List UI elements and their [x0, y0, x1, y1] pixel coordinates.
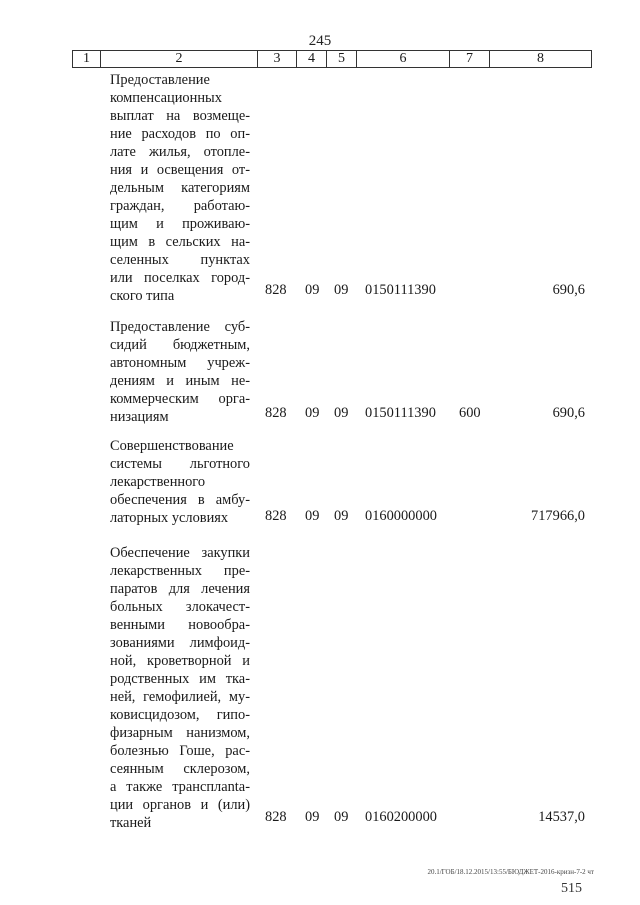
description-line: компенсационных: [110, 90, 222, 106]
description-line: селенных пунктах: [110, 252, 250, 268]
description-line: дельным категориям: [110, 180, 250, 196]
column-header-2: 2: [101, 51, 258, 68]
description-line: лекарственного: [110, 474, 206, 490]
cell-ministry-code: 828: [265, 405, 287, 421]
cell-target-article: 0150111390: [365, 282, 436, 298]
column-header-4: 4: [297, 51, 327, 68]
description-line: сидий бюджетным,: [110, 337, 250, 353]
description-line: щим и проживаю-: [110, 216, 250, 232]
description-line: граждан, работаю-: [110, 198, 250, 214]
cell-expense-type: 600: [459, 405, 481, 421]
description-line: системы льготного: [110, 456, 250, 472]
column-header-3: 3: [258, 51, 297, 68]
description-line: тканей: [110, 815, 152, 831]
description-line: лате жилья, отопле-: [110, 144, 250, 160]
description-line: физарным нанизмом,: [110, 725, 250, 741]
cell-ministry-code: 828: [265, 282, 287, 298]
description-line: больных злокачест-: [110, 599, 250, 615]
description-line: щим в сельских на-: [110, 234, 250, 250]
description-line: ния и освещения от-: [110, 162, 250, 178]
cell-ministry-code: 828: [265, 508, 287, 524]
row-description: [110, 437, 250, 527]
description-line: ной, кроветворной и: [110, 653, 250, 669]
cell-amount: 690,6: [552, 282, 585, 298]
cell-subsection: 09: [334, 809, 349, 825]
description-line: низациям: [110, 409, 169, 425]
description-line: выплат на возмеще-: [110, 108, 250, 124]
description-line: автономным учреж-: [110, 355, 250, 371]
description-line: сеянным склерозом,: [110, 761, 250, 777]
description-line: обеспечения в амбу-: [110, 492, 250, 508]
description-line: ние расходов по оп-: [110, 126, 250, 142]
cell-target-article: 0150111390: [365, 405, 436, 421]
description-line: ского типа: [110, 288, 175, 304]
column-header-table: [72, 50, 592, 68]
description-line: Совершенствование: [110, 438, 234, 454]
column-header-1: 1: [73, 51, 101, 68]
description-line: Предоставление: [110, 72, 210, 88]
description-line: ковисцидозом, гипо-: [110, 707, 250, 723]
description-line: латорных условиях: [110, 510, 229, 526]
cell-subsection: 09: [334, 405, 349, 421]
footer-document-stamp: 20.1/ГОБ/18.12.2015/13:55/БЮДЖЕТ-2016-кризн-7-2 чт: [427, 868, 594, 876]
cell-section: 09: [305, 405, 320, 421]
description-line: болезнью Гоше, рас-: [110, 743, 250, 759]
description-line: а также трансплanta-: [110, 779, 250, 795]
cell-amount: 690,6: [552, 405, 585, 421]
description-line: лекарственных пре-: [110, 563, 250, 579]
page-number: 245: [308, 33, 332, 49]
description-line: Обеспечение закупки: [110, 545, 250, 561]
description-line: ции органов и (или): [110, 797, 250, 813]
footer-page-number: 515: [561, 881, 582, 896]
cell-ministry-code: 828: [265, 809, 287, 825]
cell-target-article: 0160000000: [365, 508, 437, 524]
description-line: венными новообра-: [110, 617, 250, 633]
column-header-5: 5: [327, 51, 357, 68]
cell-subsection: 09: [334, 508, 349, 524]
description-line: дениям и иным не-: [110, 373, 250, 389]
description-line: зованиями лимфоид-: [110, 635, 250, 651]
cell-target-article: 0160200000: [365, 809, 437, 825]
row-description: [110, 544, 250, 832]
row-description: [110, 71, 250, 305]
description-line: Предоставление суб-: [110, 319, 250, 335]
cell-section: 09: [305, 809, 320, 825]
cell-section: 09: [305, 508, 320, 524]
cell-section: 09: [305, 282, 320, 298]
row-description: [110, 318, 250, 426]
cell-amount: 14537,0: [538, 809, 585, 825]
description-line: ней, гемофилией, му-: [110, 689, 250, 705]
description-line: коммерческим орга-: [110, 391, 250, 407]
description-line: или поселках город-: [110, 270, 250, 286]
description-line: паратов для лечения: [110, 581, 250, 597]
cell-subsection: 09: [334, 282, 349, 298]
description-line: родственных им тка-: [110, 671, 250, 687]
cell-amount: 717966,0: [531, 508, 585, 524]
column-header-8: 8: [490, 51, 592, 68]
column-header-6: 6: [357, 51, 450, 68]
column-header-7: 7: [450, 51, 490, 68]
